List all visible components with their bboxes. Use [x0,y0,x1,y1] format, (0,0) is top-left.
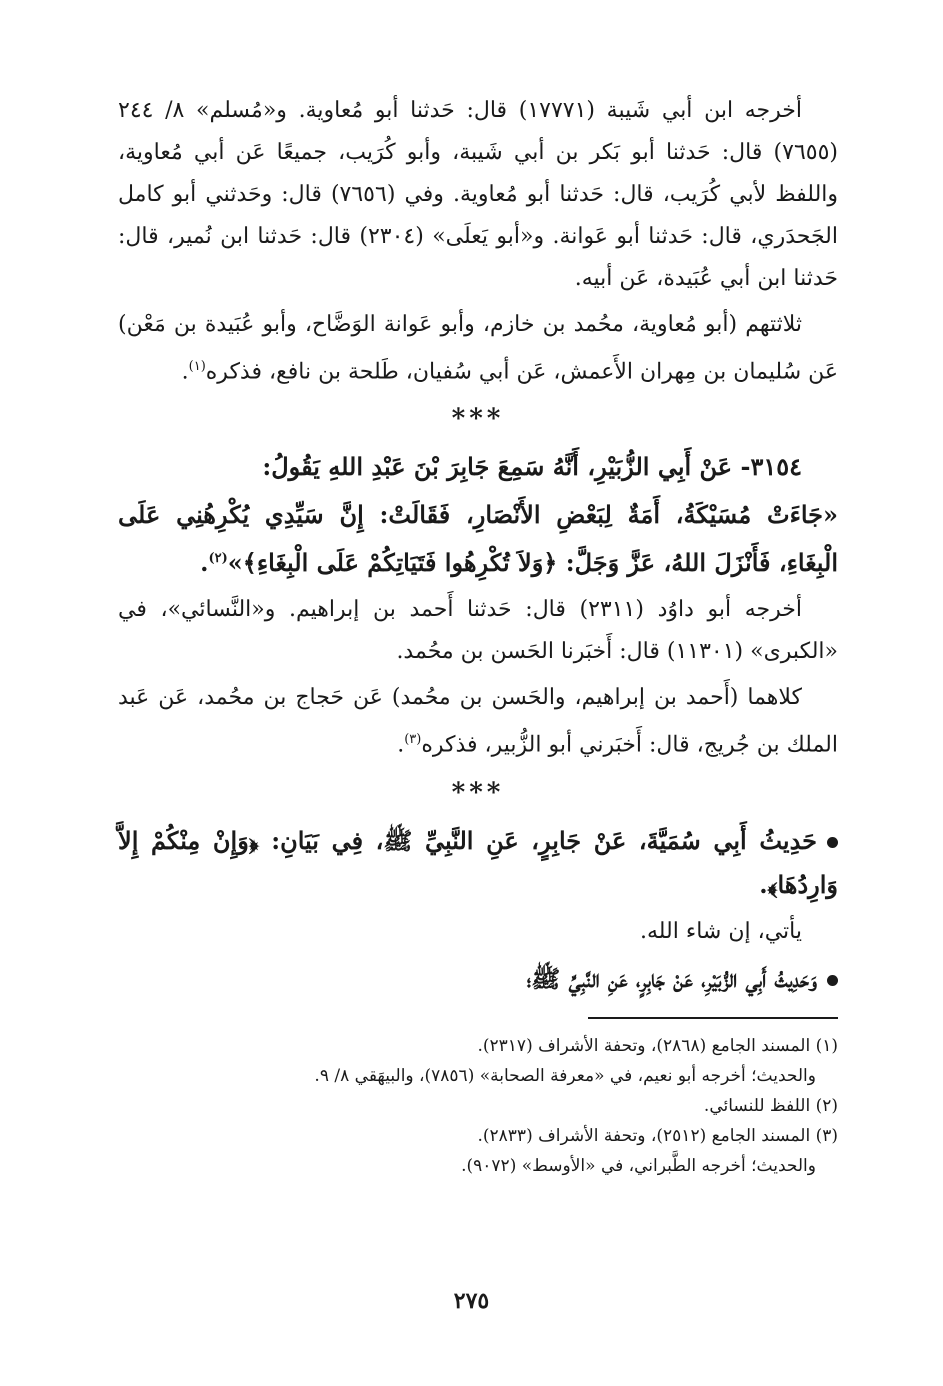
footnote-ref: (١) [188,359,206,374]
bullet-item-2 [118,957,838,1001]
footnote-3: (٣) المسند الجامع (٢٥١٢)، وتحفة الأشراف (٢٨٣٣). [477,1125,838,1146]
paragraph-text: ثلاثتهم (أبو مُعاوية، محُمد بن خازم، وأبو عَوانة الوَضَّاح، وأبو عُبَيدة بن مَعْن) عَن سُليمان بن مِهران الأَعمش، عَن أبي سُفيان، طَلحة بن نافع، فذكره [118,312,838,385]
paragraph-text: أخرجه ابن أبي شَيبة (١٧٧٧١) قال: حَدثنا أبو مُعاوية. و«مُسلم» ٨/ ٢٤٤ (٧٦٥٥) قال: حَدثنا أبو بَكر بن أبي شَيبة، وأبو كُرَيب، جميعًا عَن أبي مُعاوية، واللفظ لأبي كُرَيب، قال: حَدثنا أبو مُعاوية. وفي (٧٦٥٦) قال: وحَدثني أبو كامل الجَحدَري، قال: حَدثنا أبو عَوانة. و«أبو يَعلَى» (٢٣٠٤) قال: حَدثنا ابن نُمير، قال: حَدثنا ابن أبي عُبَيدة، عَن أبيه. [118,98,839,291]
bullet-icon [827,975,838,986]
bullet-icon [827,837,838,848]
hadith-isnad: ٣١٥٤- عَنْ أَبِي الزُّبَيْرِ، أَنَّهُ سَمِعَ جَابِرَ بْنَ عَبْدِ اللهِ يَقُولُ: [262,452,802,482]
paragraph-takhrij-1 [118,90,838,300]
footnote-ref: (٢) [208,551,228,567]
paragraph-takhrij-2: ثلاثتهم (أبو مُعاوية، محُمد بن خازم، وأبو عَوانة الوَضَّاح، وأبو عُبَيدة بن مَعْن) عَن سُليمان بن مِهران الأَعمش، عَن أبي سُفيان، طَلحة بن نافع، فذكره$^{(١)}$. [118,312,838,385]
paragraph-note [118,911,838,953]
page-body [118,90,838,1181]
footnote-divider [588,1017,838,1019]
paragraph-takhrij-4: كلاهما (أَحمد بن إبراهيم، والحَسن بن محُمد) عَن حَجاج بن محُمد، عَن عَبد الملك بن جُريج، قال: أَخبَرني أبو الزُّبير، فذكره$^{(٣)}$. [118,685,838,758]
section-separator: *** [451,404,505,435]
bullet-text: حَدِيثُ أَبِي سُمَيَّةَ، عَنْ جَابِرٍ، عَنِ النَّبِيِّ ﷺ، فِي بَيَانِ: ﴿وَإِنْ مِنْكُمْ إِلاَّ وَارِدُهَا﴾. [118,825,838,899]
section-separator: *** [451,777,505,808]
footnote-1-continued: والحديث؛ أخرجه أبو نعيم، في «معرفة الصحابة» (٧٨٥٦)، والبيهَقي ٨/ ٩. [314,1065,816,1086]
footnote-3-continued: والحديث؛ أخرجه الطَّبراني، في «الأوسط» (٩٠٧٢). [461,1155,816,1176]
footnote-1: (١) المسند الجامع (٢٨٦٨)، وتحفة الأشراف (٢٣١٧). [477,1035,838,1056]
hadith-text: «جَاءَتْ مُسَيْكَةُ، أَمَةٌ لِبَعْضِ الأَنْصَارِ، فَقَالَتْ: إِنَّ سَيِّدِي يُكْرِهُنِي عَلَى الْبِغَاءِ، فَأَنْزَلَ اللهُ، عَزَّ وَجَلَّ: ﴿وَلاَ تُكْرِهُوا فَتَيَاتِكُمْ عَلَى الْبِغَاءِ﴾» [118,500,838,578]
footnote-2: (٢) اللفظ للنسائي. [703,1095,838,1116]
footnote-ref: (٣) [404,732,422,748]
bullet-text: وَحَدِيثُ أَبِي الزُّبَيْرِ، عَنْ جَابِرٍ، عَنِ النَّبِيِّ ﷺ؛ [526,963,817,993]
paragraph-text: أخرجه أبو داوُد (٢٣١١) قال: حَدثنا أَحمد بن إبراهيم. و«النَّسائي»، في «الكبرى» (١١٣٠١) قال: أَخبَرنا الحَسن بن محُمد. [118,597,838,665]
page-number: ٢٧٥ [453,1288,490,1314]
paragraph-text: يأتي، إن شاء الله. [639,918,802,944]
hadith-heading [118,445,838,489]
hadith-matn: «جَاءَتْ مُسَيْكَةُ، أَمَةٌ لِبَعْضِ الأَنْصَارِ، فَقَالَتْ: إِنَّ سَيِّدِي يُكْرِهُنِي عَلَى الْبِغَاءِ، فَأَنْزَلَ اللهُ، عَزَّ وَجَلَّ: ﴿وَلاَ تُكْرِهُوا فَتَيَاتِكُمْ عَلَى الْبِغَاءِ﴾»$^{(٢)}$. [118,500,838,578]
paragraph-text: كلاهما (أَحمد بن إبراهيم، والحَسن بن محُمد) عَن حَجاج بن محُمد، عَن عَبد الملك بن جُريج، قال: أَخبَرني أبو الزُّبير، فذكره [118,685,838,758]
bullet-item-1 [118,819,838,907]
paragraph-takhrij-3 [118,589,838,673]
